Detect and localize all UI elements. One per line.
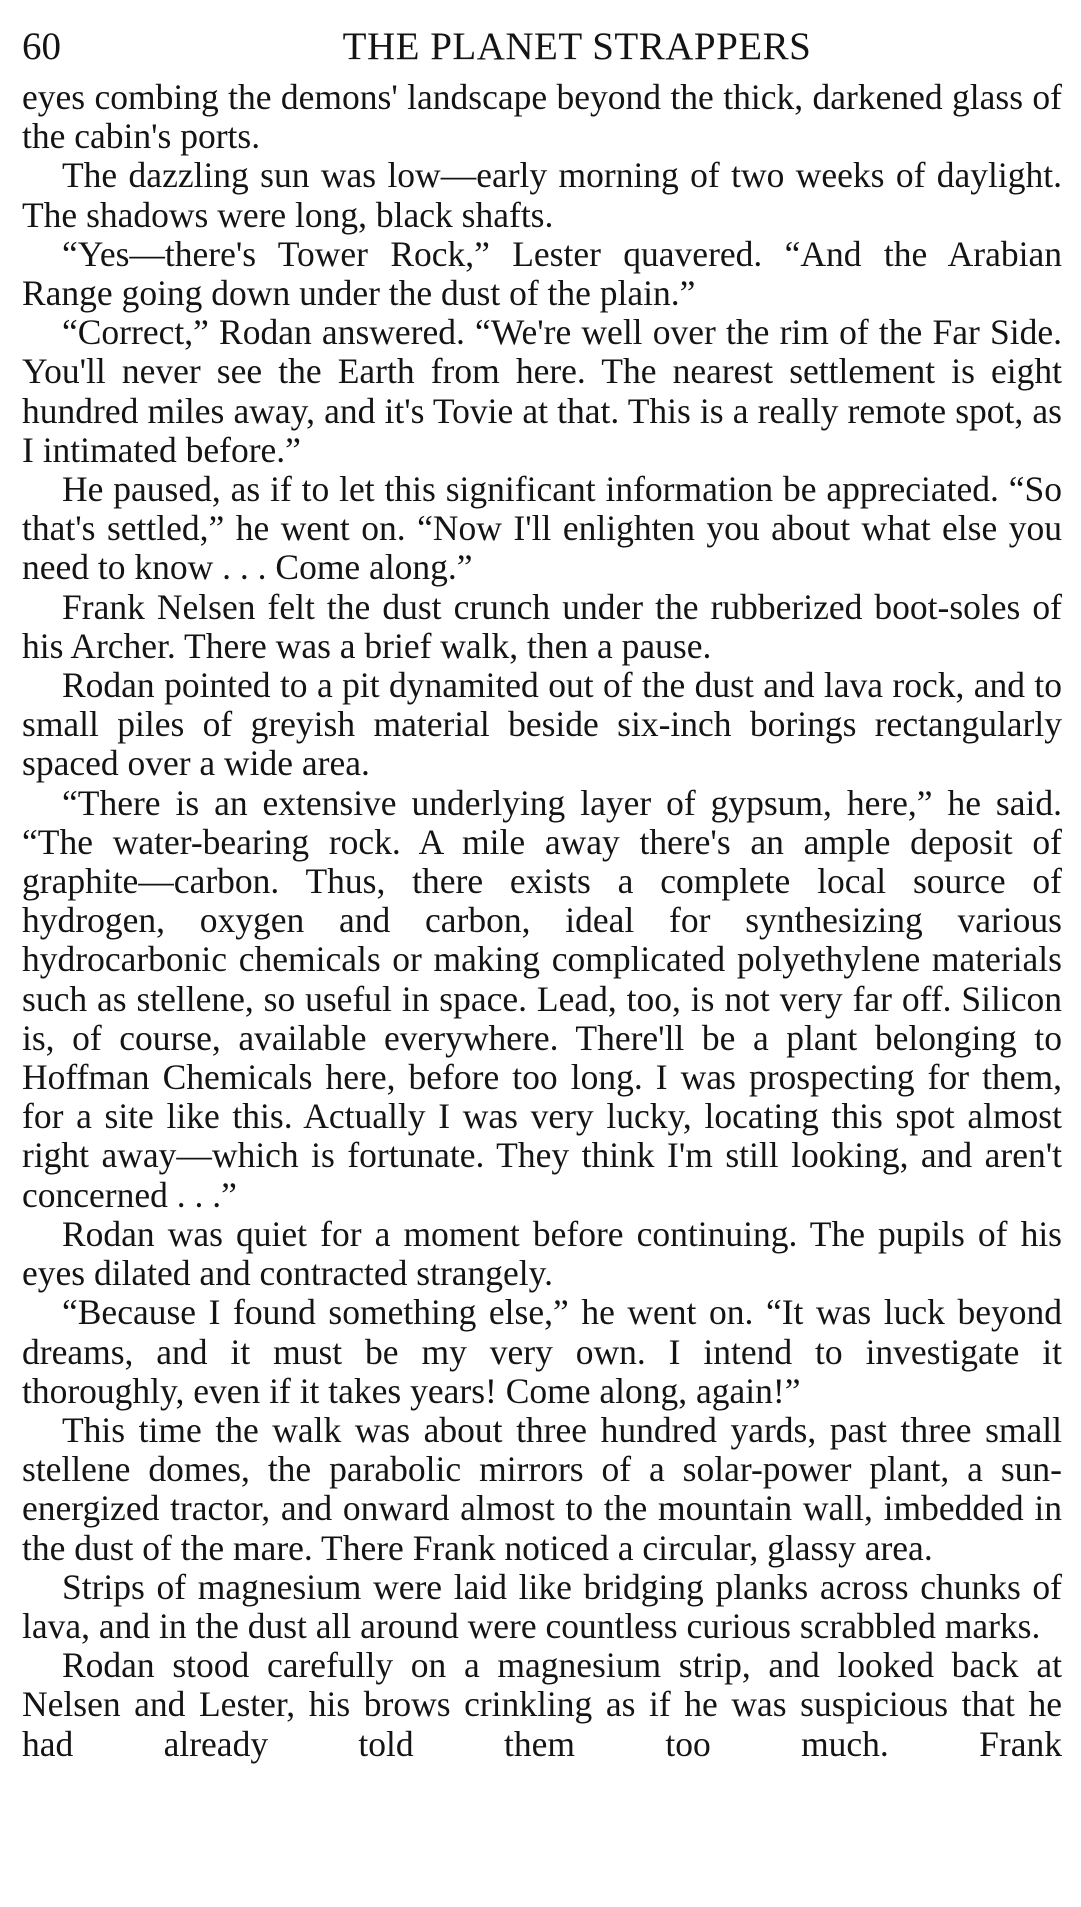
page-number: 60	[22, 25, 61, 68]
paragraph: “Yes—there's Tower Rock,” Lester quavered. “And the Arabian Range going down under the dust of the plain.”	[22, 233, 1062, 314]
paragraph: Rodan pointed to a pit dynamited out of the dust and lava rock, and to small piles of greyish material beside six-inch borings rectangularly spaced over a wide area.	[22, 665, 1062, 784]
running-title: THE PLANET STRAPPERS	[342, 25, 812, 68]
paragraph: “There is an extensive underlying layer of gypsum, here,” he said. “The water-bearing rock. A mile away there's an ample deposit of graphite—carbon. Thus, there exists a complete local source of hydrogen, oxygen and carbon, ideal for synthesizing various hydrocarbonic chemicals or making complicated polyethylene materials such as stellene, so useful in space. Lead, too, is not very far off. Silicon is, of course, available everywhere. There'll be a plant belonging to Hoffman Chemicals here, before too long. I was prospecting for them, for a site like this. Actually I was very lucky, locating this spot almost right away—which is fortunate. They think I'm still looking, and aren't concerned . . .”	[22, 782, 1062, 1215]
paragraph: eyes combing the demons' landscape beyond the thick, darkened glass of the cabin's ports.	[22, 77, 1062, 157]
paragraph: “Correct,” Rodan answered. “We're well over the rim of the Far Side. You'll never see the Earth from here. The nearest settlement is eight hundred miles away, and it's Tovie at that. This is a really remote spot, as I intimated before.”	[22, 312, 1062, 470]
paragraph: Frank Nelsen felt the dust crunch under the rubberized boot-soles of his Archer. There was a brief walk, then a pause.	[22, 586, 1062, 666]
book-page	[22, 18, 1062, 1764]
paragraph: Strips of magnesium were laid like bridging planks across chunks of lava, and in the dust all around were countless curious scrabbled marks.	[22, 1566, 1062, 1646]
paragraph: He paused, as if to let this significant information be appreciated. “So that's settled,” he went on. “Now I'll enlighten you about what else you need to know . . . Come along.”	[22, 469, 1062, 588]
paragraph: “Because I found something else,” he went on. “It was luck beyond dreams, and it must be my very own. I intend to investigate it thoroughly, even if it takes years! Come along, again!”	[22, 1292, 1062, 1411]
body-text	[22, 78, 1062, 1764]
paragraph: This time the walk was about three hundred yards, past three small stellene domes, the parabolic mirrors of a solar-power plant, a sun-energized tractor, and onward almost to the mountain wall, imbedded in the dust of the mare. There Frank noticed a circular, glassy area.	[22, 1409, 1062, 1568]
page-header	[22, 18, 1062, 76]
paragraph: Rodan was quiet for a moment before continuing. The pupils of his eyes dilated and contracted strangely.	[22, 1213, 1062, 1294]
paragraph: Rodan stood carefully on a magnesium strip, and looked back at Nelsen and Lester, his brows crinkling as if he was suspicious that he had already told them too much. Frank	[22, 1645, 1062, 1764]
paragraph: The dazzling sun was low—early morning of two weeks of daylight. The shadows were long, black shafts.	[22, 155, 1062, 235]
